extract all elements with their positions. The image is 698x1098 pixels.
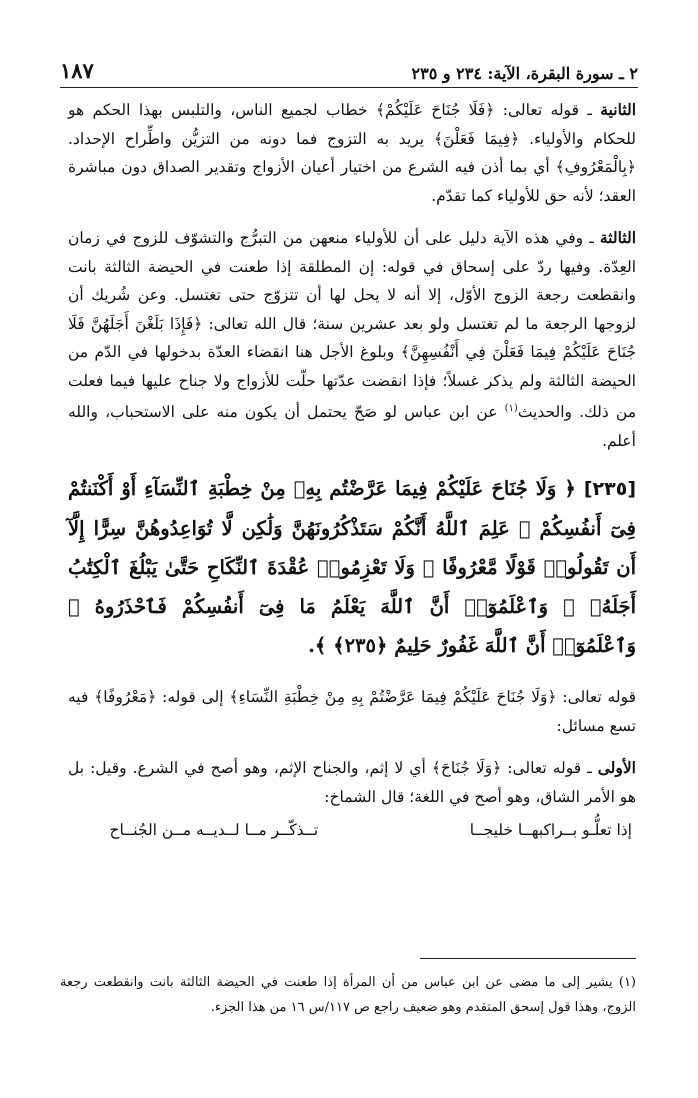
page-number: ١٨٧ — [60, 58, 94, 83]
paragraph-second — [68, 96, 636, 210]
page-body — [68, 96, 636, 839]
verse-number: [٢٣٥] — [583, 478, 636, 501]
poem-verse — [109, 821, 632, 839]
paragraph-text: قوله تعالى: ﴿وَلَا جُنَاحَ عَلَيْكُمْ فِيمَا عَرَّضْتُمْ بِهِ مِنْ خِطْبَةِ النِّسَاءِ﴾ إلى قوله: ﴿مَعْرُوفًا﴾ فيه تسع مسائل: — [68, 688, 636, 735]
footnote-marker: (١) — [618, 975, 636, 990]
paragraph-intro — [68, 683, 636, 740]
paragraph-text: ـ قوله تعالى: ﴿وَلَا جُنَاحَ﴾ أي لا إثم، والجناح الإثم، وهو أصح في الشرع. وقيل: بل هو الأمر الشاق، وهو أصح في اللغة؛ قال الشماخ: — [68, 759, 636, 806]
verse-text: ﴿ وَلَا جُنَاحَ عَلَيْكُمْ فِيمَا عَرَّضْتُم بِهِۦ مِنْ خِطْبَةِ ٱلنِّسَآءِ أَوْ أَكْنَنتُمْ فِىٓ أَنفُسِكُمْ ۚ عَلِمَ ٱللَّهُ أَنَّكُمْ سَتَذْكُرُونَهُنَّ وَلَٰكِن لَّا تُوَاعِدُوهُنَّ سِرًّا إِلَّآ أَن تَقُولُوا۟ قَوْلًا مَّعْرُوفًا ۚ وَلَا تَعْزِمُوا۟ عُقْدَةَ ٱلنِّكَاحِ حَتَّىٰ يَبْلُغَ ٱلْكِتَٰبُ أَجَلَهُۥ ۚ وَٱعْلَمُوٓا۟ أَنَّ ٱللَّهَ يَعْلَمُ مَا فِىٓ أَنفُسِكُمْ فَٱحْذَرُوهُ ۚ وَٱعْلَمُوٓا۟ أَنَّ ٱللَّهَ غَفُورٌ حَلِيمٌ ﴿٢٣٥﴾ ﴾. — [68, 477, 636, 658]
paragraph-first — [68, 754, 636, 811]
footnote-text: يشير إلى ما مضى عن ابن عباس من أن المرأة إذا طعنت في الحيضة الثالثة بانت وانقطعت رجعة الزوج، وهذا قول إسحق المتقدم وهو ضعيف راجع ص ١١٧/س ١٦ من هذا الجزء. — [60, 975, 636, 1015]
footnote-divider — [420, 958, 636, 959]
poem-first-hemistich: إذا تعلُّـو بــراكبهــا خليجــا — [469, 821, 632, 840]
footnote-reference: (١) — [504, 403, 518, 414]
running-title: ٢ ـ سورة البقرة، الآية: ٢٣٤ و ٢٣٥ — [411, 64, 638, 83]
footnote — [60, 970, 636, 1020]
paragraph-text: ـ قوله تعالى: ﴿فَلَا جُنَاحَ عَلَيْكُمْ﴾ خطاب لجميع الناس، والتلبس بهذا الحكم هو للحكام والأولياء. ﴿فِيمَا فَعَلْنَ﴾ يريد به التزوج فما دونه من التزيُّن واطِّراح الإحداد. ﴿بِالْمَعْرُوفِ﴾ أي بما أذن فيه الشرع من اختيار أعيان الأزواج وتقدير الصداق دون مباشرة العقد؛ لأنه حق للأولياء كما تقدّم. — [68, 101, 636, 205]
poem-second-hemistich: تــذكّــر مــا لــديــه مــن الجُنــاح — [109, 821, 319, 840]
page-header — [60, 58, 638, 88]
paragraph-text-continued: عن ابن عباس لو صَحّ يحتمل أن يكون منه على الاستحباب، والله أعلم. — [68, 403, 636, 450]
issue-heading: الأولى — [597, 758, 636, 778]
issue-heading: الثانية — [600, 100, 636, 119]
paragraph-third — [68, 224, 636, 455]
issue-heading: الثالثة — [599, 228, 636, 247]
paragraph-text: ـ وفي هذه الآية دليل على أن للأولياء منعهن من التبرُّج والتشوّف للزوج في زمان العِدّة. وفيها ردّ على إسحاق في قوله: إن المطلقة إذا طعنت في الحيضة الثالثة بانت وانقطعت رجعة الزوج الأوّل، إلا أنه لا يحل لها أن تتزوّج حتى تغتسل. وعن شُريك أن لزوجها الرجعة ما لم تغتسل ولو بعد عشرين سنة؛ قال الله تعالى: ﴿فَإِذَا بَلَغْنَ أَجَلَهُنَّ فَلَا جُنَاحَ عَلَيْكُمْ فِيمَا فَعَلْنَ فِي أَنْفُسِهِنَّ﴾ وبلوغ الأجل هنا انقضاء العدّة بدخولها في الدّم من الحيضة الثالثة ولم يذكر غسلاً؛ فإذا انقضت عدّتها حلّت للأزواج ولا جناح عليها فيما فعلت من ذلك. والحديث — [68, 229, 636, 422]
quran-verse — [68, 469, 636, 665]
